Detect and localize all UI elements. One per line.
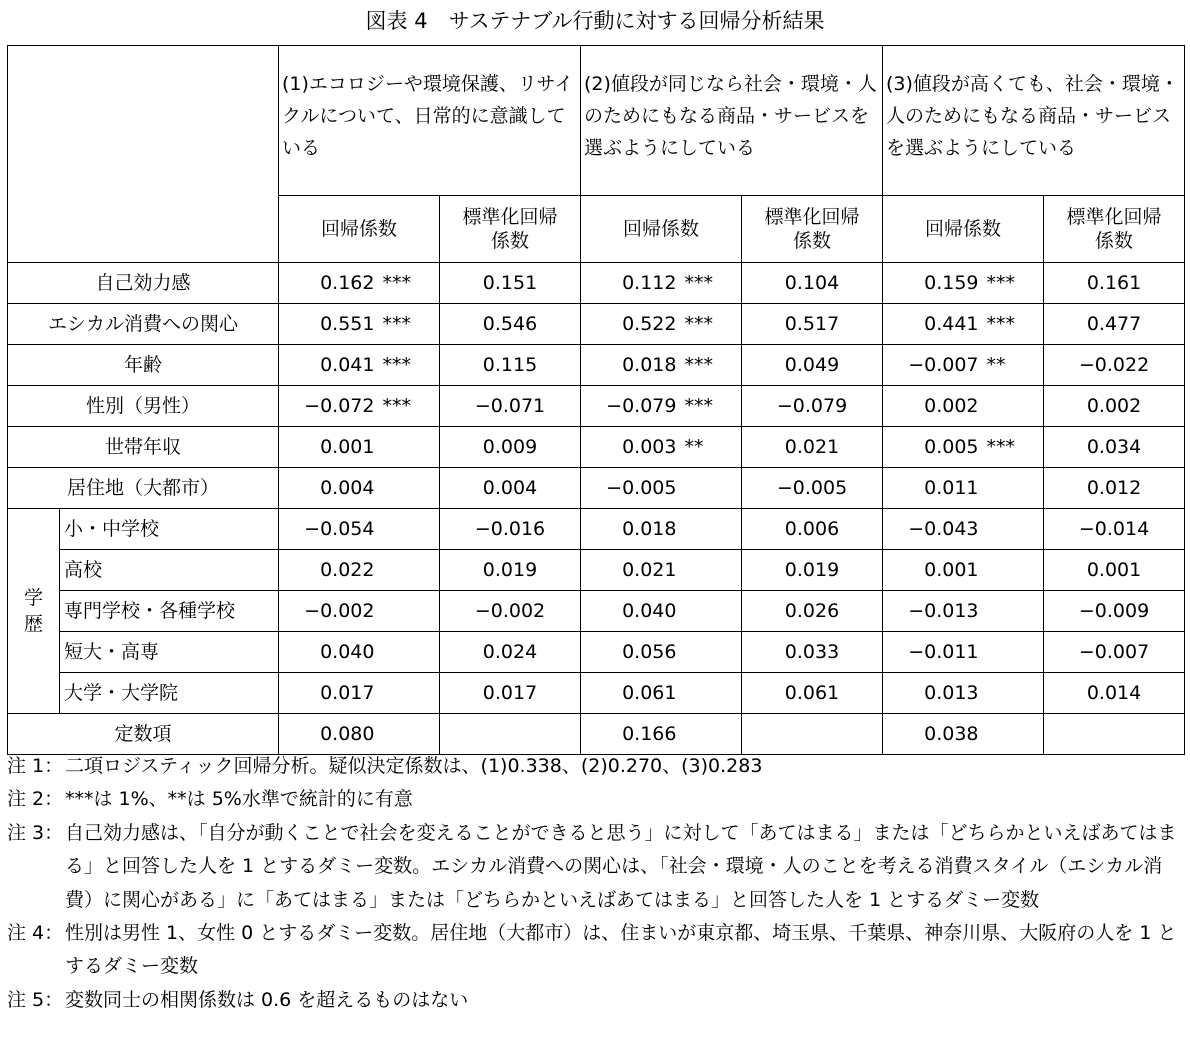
coef-cell [581,263,742,304]
std-coef-header [742,196,883,263]
std-coef-value: −0.005 [742,468,883,509]
std-coef-value: −0.016 [440,509,581,550]
row-label: 性別（男性） [8,386,279,427]
coef-cell [279,632,440,673]
coef-cell [883,673,1044,714]
table-row [8,632,1185,673]
std-coef-value: 0.061 [742,673,883,714]
coef-value: 0.080 [320,723,375,745]
coef-cell [279,591,440,632]
note [7,917,1185,984]
coef-cell [279,427,440,468]
row-label: 自己効力感 [8,263,279,304]
table-row [8,673,1185,714]
std-coef-label: 標準化回帰係数 [1066,206,1162,252]
std-coef-value: 0.014 [1044,673,1185,714]
coef-value: −0.043 [908,518,979,540]
table-row [8,591,1185,632]
coef-cell [279,509,440,550]
coef-cell [581,386,742,427]
significance-stars: *** [986,436,1016,458]
std-coef-value: 0.019 [742,550,883,591]
coef-value: 0.040 [622,600,677,622]
coef-value: 0.056 [622,641,677,663]
corner-cell [8,46,279,263]
coef-cell [581,632,742,673]
significance-stars: ** [684,436,704,458]
model-3-header: (3)値段が高くても、社会・環境・人のためにもなる商品・サービスを選ぶようにしている [883,46,1185,196]
coef-cell [581,468,742,509]
note [7,984,1185,1017]
std-coef-value: 0.161 [1044,263,1185,304]
std-coef-value: −0.007 [1044,632,1185,673]
coef-cell [279,263,440,304]
coef-cell [883,263,1044,304]
row-label: 小・中学校 [60,509,279,550]
notes [7,750,1185,1017]
table-row [8,468,1185,509]
coef-value: 0.038 [924,723,979,745]
significance-stars: *** [986,272,1016,294]
coef-cell [279,714,440,755]
coef-cell [883,632,1044,673]
coef-header: 回帰係数 [581,196,742,263]
row-label: 居住地（大都市） [8,468,279,509]
std-coef-value: 0.033 [742,632,883,673]
note [7,750,1185,783]
coef-cell [883,427,1044,468]
note-label: 注 4： [7,922,64,945]
std-coef-value [1044,714,1185,755]
note-text: 二項ロジスティック回帰分析。疑似決定係数は、(1)0.338、(2)0.270、(3)0.283 [65,755,763,777]
note-text: 変数同士の相関係数は 0.6 を超えるものはない [65,988,469,1011]
table-row [8,345,1185,386]
row-label: エシカル消費への関心 [8,304,279,345]
std-coef-value: −0.022 [1044,345,1185,386]
std-coef-value: 0.009 [440,427,581,468]
education-group-label [8,509,60,714]
coef-value: −0.054 [304,518,375,540]
std-coef-value: 0.115 [440,345,581,386]
std-coef-value: 0.021 [742,427,883,468]
significance-stars: *** [684,313,713,335]
note-text: ***は 1%、**は 5%水準で統計的に有意 [65,788,413,811]
table-title: 図表 4 サステナブル行動に対する回帰分析結果 [365,9,825,33]
std-coef-value: −0.002 [440,591,581,632]
note-text: 性別は男性 1、女性 0 とするダミー変数。居住地（大都市）は、住まいが東京都、埼玉県、千葉県、神奈川県、大阪府の人を 1 とするダミー変数 [65,922,1177,978]
std-coef-value: −0.071 [440,386,581,427]
coef-value: −0.007 [908,354,979,376]
std-coef-value [440,714,581,755]
coef-value: 0.011 [924,477,979,499]
std-coef-value: −0.009 [1044,591,1185,632]
std-coef-value: 0.546 [440,304,581,345]
coef-cell [279,304,440,345]
coef-value: 0.021 [622,559,677,581]
coef-cell [581,345,742,386]
coef-value: 0.003 [622,436,677,458]
coef-value: 0.002 [924,395,979,417]
coef-value: 0.522 [622,313,677,335]
table-row [8,386,1185,427]
coef-value: 0.441 [924,313,979,335]
coef-cell [883,591,1044,632]
coef-value: −0.002 [304,600,375,622]
coef-value: 0.022 [320,559,375,581]
significance-stars: *** [382,354,411,376]
std-coef-value: 0.477 [1044,304,1185,345]
table-row [8,714,1185,755]
coef-cell [279,386,440,427]
coef-cell [883,345,1044,386]
row-label: 高校 [60,550,279,591]
std-coef-value: 0.024 [440,632,581,673]
coef-value: 0.013 [924,682,979,704]
coef-cell [581,550,742,591]
std-coef-label: 標準化回帰係数 [764,206,860,252]
row-label: 定数項 [8,714,279,755]
row-label: 大学・大学院 [60,673,279,714]
coef-value: 0.001 [320,436,375,458]
significance-stars: *** [684,354,713,376]
significance-stars: *** [684,272,713,294]
table-row [8,263,1185,304]
regression-table [7,45,1185,755]
table-row [8,509,1185,550]
coef-cell [883,386,1044,427]
coef-cell [883,714,1044,755]
std-coef-value: −0.014 [1044,509,1185,550]
table-row [8,550,1185,591]
coef-value: 0.001 [924,559,979,581]
coef-header: 回帰係数 [883,196,1044,263]
coef-cell [883,468,1044,509]
std-coef-header [1044,196,1185,263]
model-1-header: (1)エコロジーや環境保護、リサイクルについて、日常的に意識している [279,46,581,196]
std-coef-value [742,714,883,755]
std-coef-value: 0.019 [440,550,581,591]
note-text: 自己効力感は、「自分が動くことで社会を変えることができると思う」に対して「あてはまる」または「どちらかといえばあてはまる」と回答した人を 1 とするダミー変数。エシカル消費への関心は、「社会・環境・人のことを考える消費スタイル（エシカル消費）に関心がある」に「あてはまる」または「どちらかといえばあてはまる」と回答した人を 1 とするダミー変数 [65,821,1177,911]
coef-cell [279,673,440,714]
coef-cell [581,427,742,468]
coef-value: −0.005 [606,477,677,499]
std-coef-value: −0.079 [742,386,883,427]
std-coef-label: 標準化回帰係数 [462,206,558,252]
note-label: 注 3： [7,821,64,844]
coef-cell [279,345,440,386]
std-coef-value: 0.151 [440,263,581,304]
note [7,783,1185,816]
coef-value: 0.041 [320,354,375,376]
row-label: 世帯年収 [8,427,279,468]
note-label: 注 2： [7,788,64,811]
significance-stars: ** [986,354,1006,376]
std-coef-value: 0.002 [1044,386,1185,427]
coef-cell [279,468,440,509]
row-label: 年齢 [8,345,279,386]
std-coef-value: 0.104 [742,263,883,304]
note [7,817,1185,917]
coef-cell [883,304,1044,345]
coef-value: −0.079 [606,395,677,417]
coef-value: −0.072 [304,395,375,417]
coef-value: 0.166 [622,723,677,745]
coef-value: −0.013 [908,600,979,622]
std-coef-value: 0.004 [440,468,581,509]
coef-value: 0.018 [622,518,677,540]
std-coef-value: 0.012 [1044,468,1185,509]
significance-stars: *** [382,272,411,294]
table-row [8,427,1185,468]
table-row [8,304,1185,345]
note-label: 注 5： [7,988,64,1011]
note-label: 注 1： [7,755,64,777]
coef-value: 0.112 [622,272,677,294]
coef-value: 0.040 [320,641,375,663]
std-coef-value: 0.001 [1044,550,1185,591]
std-coef-value: 0.017 [440,673,581,714]
coef-value: 0.005 [924,436,979,458]
significance-stars: *** [986,313,1016,335]
coef-value: 0.018 [622,354,677,376]
coef-value: 0.004 [320,477,375,499]
std-coef-value: 0.517 [742,304,883,345]
coef-value: −0.011 [908,641,979,663]
coef-cell [581,509,742,550]
row-label: 専門学校・各種学校 [60,591,279,632]
education-group-text: 学歴 [23,587,43,635]
row-label: 短大・高専 [60,632,279,673]
coef-value: 0.551 [320,313,375,335]
significance-stars: *** [684,395,713,417]
coef-value: 0.159 [924,272,979,294]
coef-value: 0.162 [320,272,375,294]
significance-stars: *** [382,395,411,417]
coef-cell [279,550,440,591]
coef-cell [581,714,742,755]
coef-cell [581,673,742,714]
model-2-header: (2)値段が同じなら社会・環境・人のためにもなる商品・サービスを選ぶようにしている [581,46,883,196]
coef-value: 0.061 [622,682,677,704]
std-coef-value: 0.049 [742,345,883,386]
model-header-row [8,46,1185,196]
significance-stars: *** [382,313,411,335]
coef-value: 0.017 [320,682,375,704]
std-coef-header [440,196,581,263]
std-coef-value: 0.006 [742,509,883,550]
coef-cell [883,550,1044,591]
std-coef-value: 0.026 [742,591,883,632]
coef-cell [883,509,1044,550]
coef-header: 回帰係数 [279,196,440,263]
std-coef-value: 0.034 [1044,427,1185,468]
coef-cell [581,304,742,345]
coef-cell [581,591,742,632]
